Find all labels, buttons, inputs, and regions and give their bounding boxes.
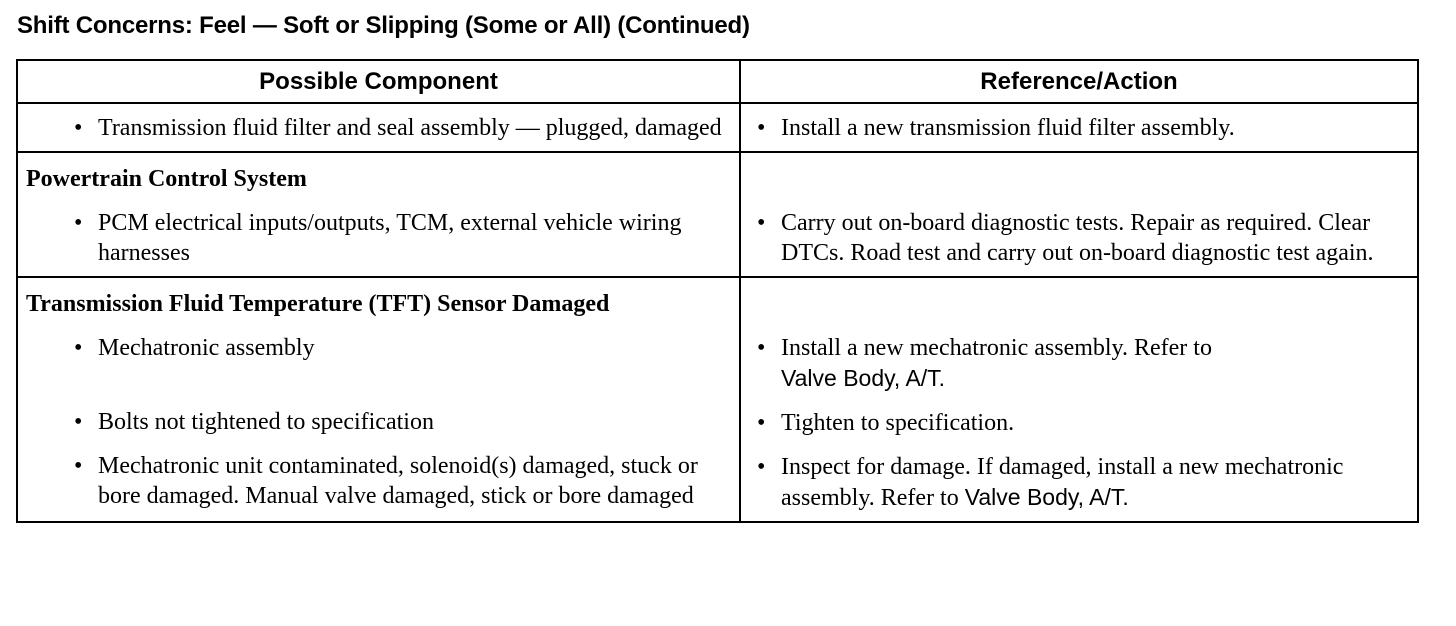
list-item: • Mechatronic unit contaminated, solenoid(s) damaged, stuck or bore damaged. Manual valve damaged, stick or bore damaged (26, 451, 731, 511)
action-cell (740, 103, 1418, 152)
action-text: Inspect for damage. If damaged, install a new mechatronic assembly. Refer to (781, 454, 1344, 511)
table-header-row (17, 60, 1418, 103)
list-item: • Carry out on-board diagnostic tests. Repair as required. Clear DTCs. Road test and carry out on-board diagnostic test again. (749, 208, 1409, 268)
list-item (749, 452, 1409, 513)
group-heading: Transmission Fluid Temperature (TFT) Sensor Damaged (26, 291, 610, 317)
header-reference-action: Reference/Action (740, 60, 1418, 103)
list-item: • Bolts not tightened to specification (26, 407, 731, 437)
group-heading: Powertrain Control System (26, 166, 307, 192)
action-cell (740, 152, 1418, 277)
component-cell (17, 277, 740, 522)
list-item (749, 333, 1409, 394)
list-item: • Tighten to specification. (749, 408, 1409, 438)
table-row (17, 152, 1418, 277)
component-cell (17, 152, 740, 277)
valve-body-reference-link[interactable]: Valve Body, A/T. (964, 484, 1129, 510)
component-cell (17, 103, 740, 152)
action-cell (740, 277, 1418, 522)
header-possible-component: Possible Component (17, 60, 740, 103)
table-row (17, 277, 1418, 522)
action-text: Install a new mechatronic assembly. Refer to (781, 335, 1212, 361)
list-item: • PCM electrical inputs/outputs, TCM, external vehicle wiring harnesses (26, 208, 731, 268)
valve-body-reference-link[interactable]: Valve Body, A/T. (781, 365, 946, 391)
list-item: • Mechatronic assembly (26, 333, 731, 393)
table-row (17, 103, 1418, 152)
list-item: • Transmission fluid filter and seal assembly — plugged, damaged (26, 113, 731, 143)
page-title: Shift Concerns: Feel — Soft or Slipping (Some or All) (Continued) (17, 12, 750, 39)
diagnostic-table (16, 59, 1419, 523)
list-item: • Install a new transmission fluid filter assembly. (749, 113, 1409, 143)
